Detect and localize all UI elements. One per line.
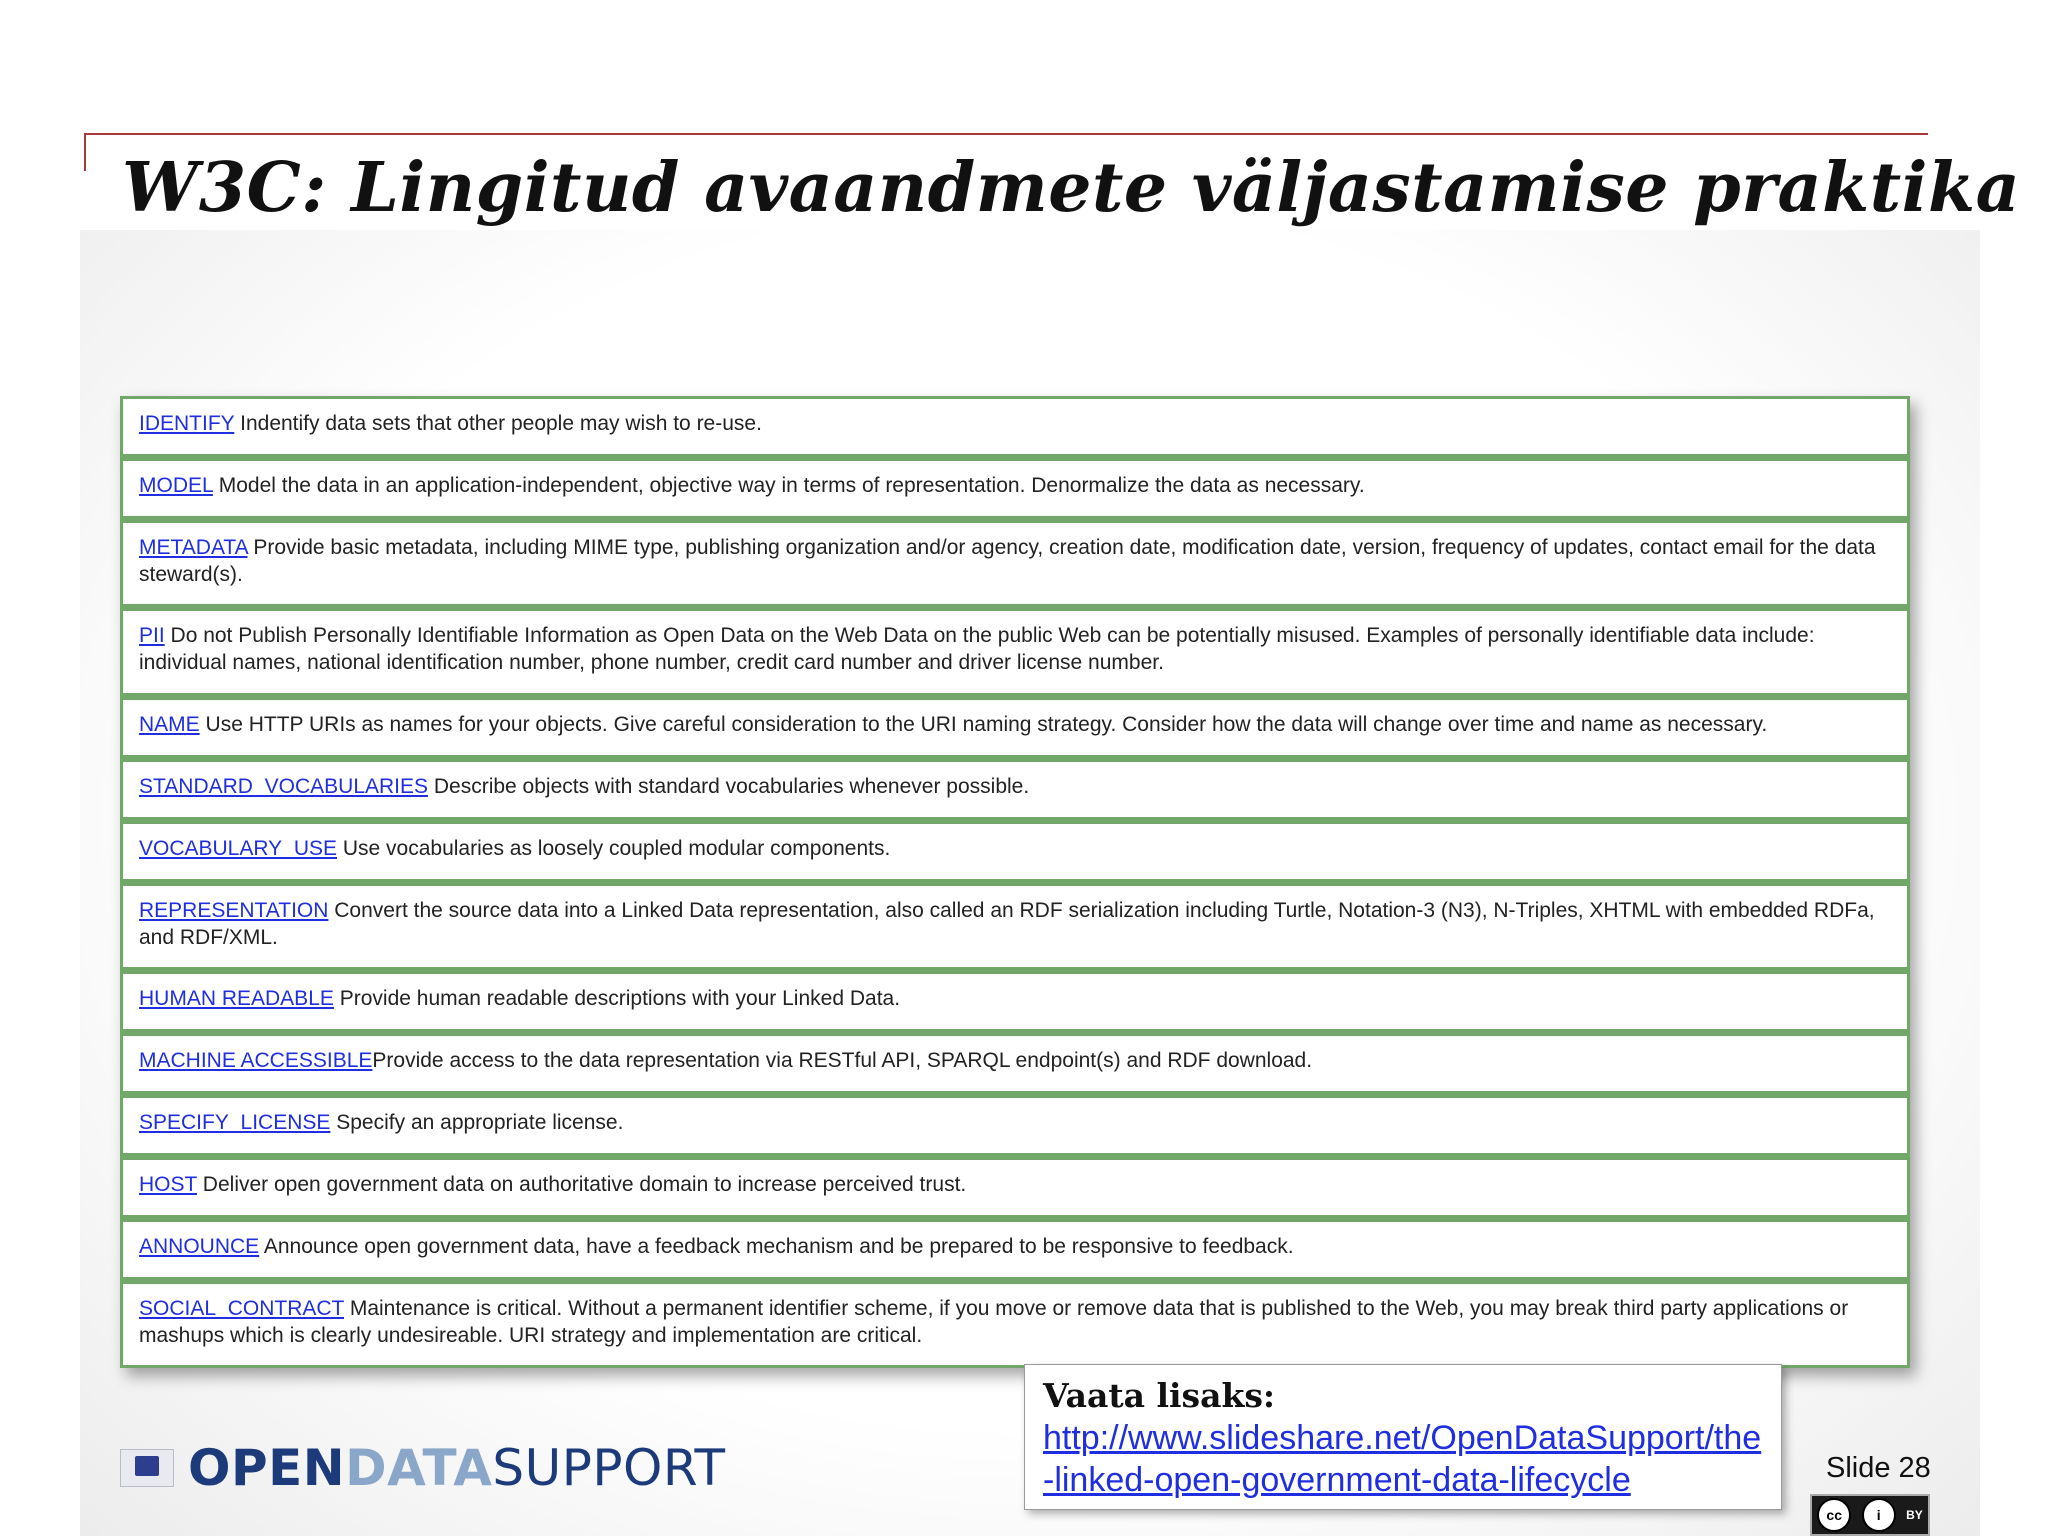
table-row	[123, 974, 1907, 1029]
practice-description: Announce open government data, have a feedback mechanism and be prepared to be responsive to feedback.	[259, 1235, 1294, 1258]
practice-description: Provide human readable descriptions with your Linked Data.	[333, 987, 901, 1010]
slide-title: W3C: Lingitud avaandmete väljastamise praktika	[122, 148, 2021, 228]
title-rule-horizontal	[84, 133, 1928, 135]
see-also-link[interactable]: http://www.slideshare.net/OpenDataSupport/the-linked-open-government-data-lifecycle	[1043, 1419, 1762, 1499]
practice-description: Use vocabularies as loosely coupled modular components.	[337, 837, 891, 860]
table-row	[123, 700, 1907, 755]
see-also-heading: Vaata lisaks:	[1043, 1376, 1276, 1415]
practice-link[interactable]: HOST	[139, 1173, 197, 1196]
practice-link[interactable]: HUMAN READABLE	[139, 987, 334, 1010]
table-row	[123, 523, 1907, 604]
table-row	[123, 399, 1907, 454]
practice-link[interactable]: IDENTIFY	[139, 412, 235, 435]
table-row	[123, 762, 1907, 817]
table-row	[123, 1160, 1907, 1215]
open-data-support-logo	[120, 1438, 726, 1498]
slide-number: Slide 28	[1826, 1452, 1931, 1484]
practice-link[interactable]: PII	[139, 624, 165, 647]
practice-description: Describe objects with standard vocabularies whenever possible.	[428, 775, 1030, 798]
practice-description: Specify an appropriate license.	[330, 1111, 624, 1134]
cc-icon: cc	[1817, 1498, 1851, 1532]
logo-word-support: SUPPORT	[492, 1439, 726, 1497]
practice-description: Do not Publish Personally Identifiable Information as Open Data on the Web Data on the public Web can be potentially misused. Examples of personally identifiable data include: individual names, national identification number, phone number, credit card number and driver license number.	[139, 624, 1815, 674]
practice-link[interactable]: REPRESENTATION	[139, 899, 329, 922]
practice-description: Convert the source data into a Linked Data representation, also called an RDF serialization including Turtle, Notation-3 (N3), N-Triples, XHTML with embedded RDFa, and RDF/XML.	[139, 899, 1875, 949]
practices-table	[120, 396, 1910, 1368]
title-rule-vertical	[84, 133, 86, 171]
logo-word-data: DATA	[345, 1439, 493, 1497]
cc-by-license-icon	[1810, 1494, 1930, 1536]
practice-link[interactable]: SPECIFY_LICENSE	[139, 1111, 331, 1134]
practice-link[interactable]: MODEL	[139, 474, 213, 497]
table-row	[123, 1036, 1907, 1091]
table-row	[123, 1284, 1907, 1365]
practice-link[interactable]: MACHINE ACCESSIBLE	[139, 1049, 373, 1072]
table-row	[123, 1098, 1907, 1153]
practice-link[interactable]: ANNOUNCE	[139, 1235, 260, 1258]
practice-description: Provide access to the data representation via RESTful API, SPARQL endpoint(s) and RDF download.	[372, 1049, 1313, 1072]
practice-description: Maintenance is critical. Without a permanent identifier scheme, if you move or remove data that is published to the Web, you may break third party applications or mashups which is clearly undesireable. URI strategy and implementation are critical.	[139, 1297, 1849, 1347]
practice-link[interactable]: METADATA	[139, 536, 248, 559]
practice-description: Model the data in an application-independent, objective way in terms of representation. Denormalize the data as necessary.	[212, 474, 1365, 497]
table-row	[123, 824, 1907, 879]
practice-link[interactable]: VOCABULARY_USE	[139, 837, 338, 860]
table-row	[123, 1222, 1907, 1277]
table-row	[123, 611, 1907, 693]
table-row	[123, 461, 1907, 516]
practice-link[interactable]: NAME	[139, 713, 200, 736]
practice-description: Use HTTP URIs as names for your objects. Give careful consideration to the URI naming strategy. Consider how the data will change over time and name as necessary.	[199, 713, 1768, 736]
license-label: BY	[1906, 1508, 1923, 1522]
see-also-box	[1024, 1364, 1782, 1510]
eu-flag-icon	[120, 1449, 174, 1487]
practice-description: Deliver open government data on authoritative domain to increase perceived trust.	[196, 1173, 967, 1196]
logo-word-open: OPEN	[188, 1439, 346, 1497]
practice-description: Provide basic metadata, including MIME type, publishing organization and/or agency, creation date, modification date, version, frequency of updates, contact email for the data steward(s).	[139, 536, 1876, 586]
practice-link[interactable]: STANDARD_VOCABULARIES	[139, 775, 429, 798]
practice-link[interactable]: SOCIAL_CONTRACT	[139, 1297, 344, 1320]
practice-description: Indentify data sets that other people may wish to re-use.	[234, 412, 762, 435]
table-row	[123, 886, 1907, 967]
attribution-icon: i	[1862, 1498, 1896, 1532]
